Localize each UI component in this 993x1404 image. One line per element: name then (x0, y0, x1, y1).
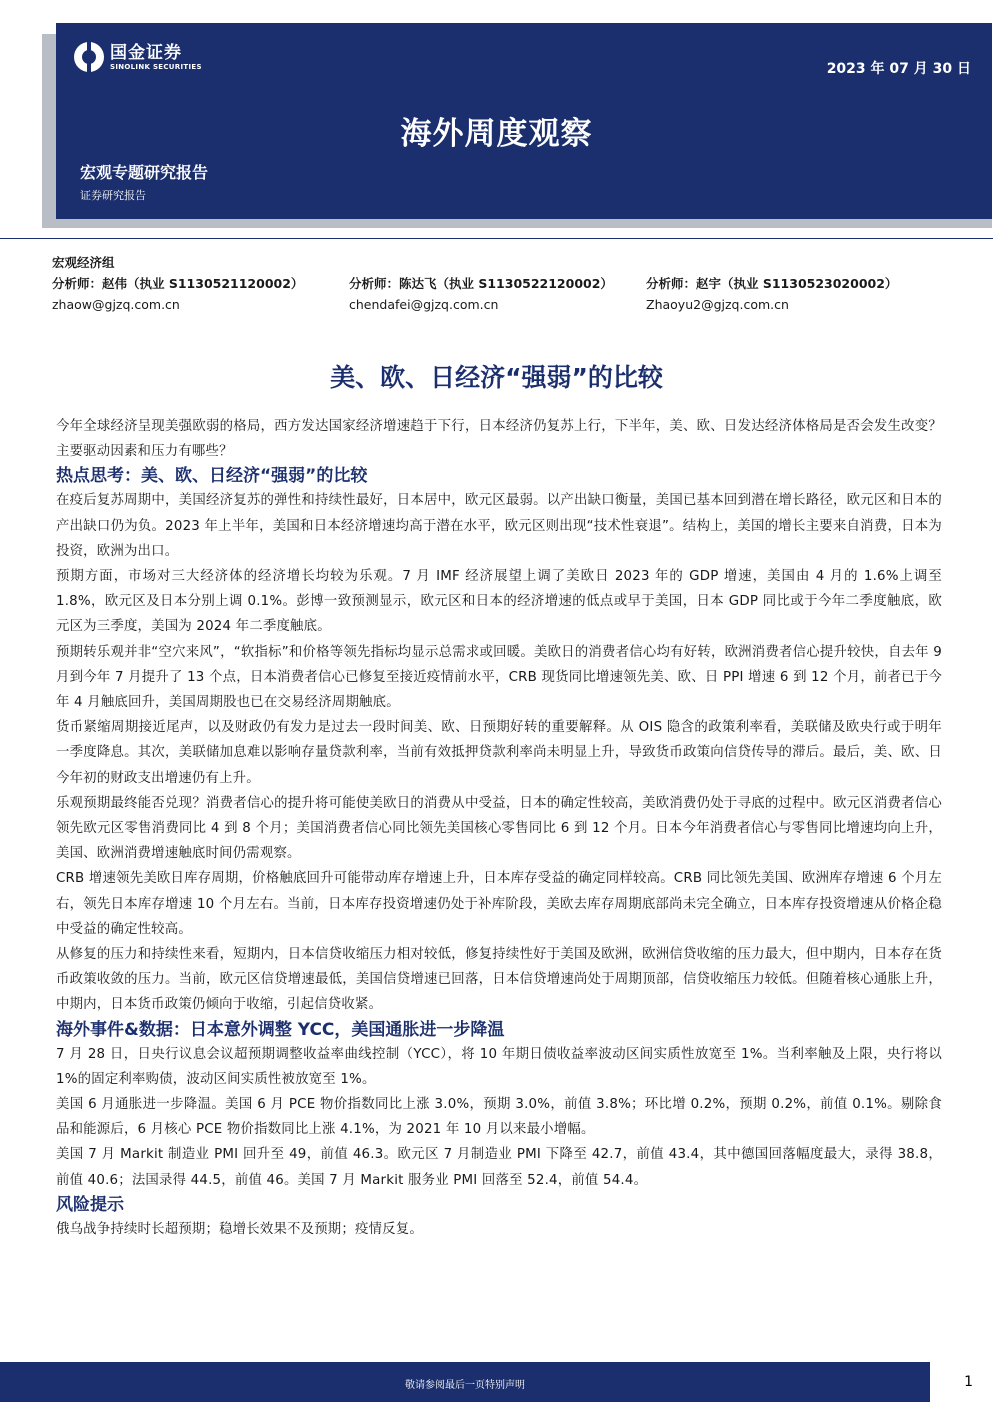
intro-paragraph: 今年全球经济呈现美强欧弱的格局，西方发达国家经济增速趋于下行，日本经济仍复苏上行，下半年，美、欧、日发达经济体格局是否会发生改变？主要驱动因素和压力有哪些？ (56, 419, 942, 460)
body-paragraph: 美国 6 月通胀进一步降温。美国 6 月 PCE 物价指数同比上涨 3.0%，预期 3.0%，前值 3.8%；环比增 0.2%，预期 0.2%，前值 0.1%。剔除食品和能源后，6 月核心 PCE 物价指数同比上涨 4.1%，为 2021 年 10 月以来最小增幅。 (56, 1097, 942, 1138)
body-paragraph: CRB 增速领先美欧日库存周期，价格触底回升可能带动库存增速上升，日本库存受益的确定同样较高。CRB 同比领先美国、欧洲库存增速 6 个月左右，领先日本库存增速 10 个月左右。当前，日本库存投资增速仍处于补库阶段，美欧去库存周期底部尚未完全确立，日本库存投资增速从价格企稳中受益的确定性较高。 (56, 871, 942, 937)
analyst-name: 分析师：赵宇（执业 S1130523020002） (646, 276, 898, 291)
body-paragraph: 俄乌战争持续时长超预期；稳增长效果不及预期；疫情反复。 (56, 1221, 423, 1237)
analyst-email[interactable]: Zhaoyu2@gjzq.com.cn (646, 297, 789, 312)
report-date: 2023 年 07 月 30 日 (826, 61, 971, 77)
body-paragraph: 美国 7 月 Markit 制造业 PMI 回升至 49，前值 46.3。欧元区 7 月制造业 PMI 下降至 42.7，前值 43.4，其中德国回落幅度最大，录得 38.8，前值 40.6；法国录得 44.5，前值 46。美国 7 月 Markit 服务业 PMI 回落至 52.4，前值 54.4。 (56, 1147, 942, 1188)
page-number: 1 (964, 1374, 973, 1390)
body-paragraph: 乐观预期最终能否兑现？消费者信心的提升将可能使美欧日的消费从中受益，日本的确定性较高，美欧消费仍处于寻底的过程中。欧元区消费者信心领先欧元区零售消费同比 4 到 8 个月；美国消费者信心同比领先美国核心零售同比 6 到 12 个月。日本今年消费者信心与零售同比增速均向上升，美国、欧洲消费增速触底时间仍需观察。 (56, 795, 942, 862)
analyst-email[interactable]: chendafei@gjzq.com.cn (349, 297, 499, 312)
author-block (52, 253, 952, 315)
analyst-name: 分析师：赵伟（执业 S1130521120002） (52, 276, 304, 291)
body-paragraph: 在疫后复苏周期中，美国经济复苏的弹性和持续性最好，日本居中，欧元区最弱。以产出缺口衡量，美国已基本回到潜在增长路径，欧元区和日本的产出缺口仍为负。2023 年上半年，美国和日本经济增速均高于潜在水平，欧元区则出现“技术性衰退”。结构上，美国的增长主要来自消费，日本为投资，欧洲为出口。 (56, 493, 942, 559)
logo-icon (74, 42, 104, 72)
header-divider (0, 238, 993, 239)
body-paragraph: 7 月 28 日，日央行议息会议超预期调整收益率曲线控制（YCC），将 10 年期日债收益率波动区间实质性放宽至 1%。当利率触及上限，央行将以 1%的固定利率购债，波动区间实质性被放宽至 1%。 (56, 1046, 942, 1087)
section-heading: 热点思考：美、欧、日经济“强弱”的比较 (56, 466, 368, 487)
analyst-card (52, 275, 349, 315)
analyst-name: 分析师：陈达飞（执业 S1130522120002） (349, 276, 613, 291)
report-type: 宏观专题研究报告 (80, 163, 209, 182)
report-subtype: 证券研究报告 (80, 189, 146, 202)
article-title: 美、欧、日经济“强弱”的比较 (330, 363, 663, 392)
footer-disclaimer: 敬请参阅最后一页特别声明 (405, 1380, 525, 1391)
company-logo (74, 42, 202, 72)
research-group: 宏观经济组 (52, 255, 115, 270)
logo-name-cn: 国金证券 (110, 42, 182, 63)
section-heading: 海外事件&数据：日本意外调整 YCC，美国通胀进一步降温 (56, 1019, 505, 1040)
body-paragraph: 预期转乐观并非“空穴来风”，“软指标”和价格等领先指标均显示总需求或回暖。美欧日的消费者信心均有好转，欧洲消费者信心提升较快，自去年 9 月到今年 7 月提升了 13 个点，日本消费者信心已修复至接近疫情前水平，CRB 现货同比增速领先美、欧、日 PPI 增速 6 到 12 个月，前者已于今年 4 月触底回升，美国周期股也已在交易经济周期触底。 (56, 644, 942, 711)
logo-name-en: SINOLINK SECURITIES (110, 62, 202, 71)
article-body (56, 414, 942, 1242)
section-heading: 风险提示 (56, 1194, 124, 1215)
body-paragraph: 预期方面，市场对三大经济体的经济增长均较为乐观。7 月 IMF 经济展望上调了美欧日 2023 年的 GDP 增速，美国由 4 月的 1.6%上调至 1.8%，欧元区及日本分别上调 0.1%。彭博一致预测显示，欧元区和日本的经济增速的低点或早于美国，日本 GDP 同比或于今年二季度触底，欧元区为三季度，美国为 2024 年二季度触底。 (56, 569, 942, 635)
body-paragraph: 货币紧缩周期接近尾声，以及财政仍有发力是过去一段时间美、欧、日预期好转的重要解释。从 OIS 隐含的政策利率看，美联储及欧央行或于明年一季度降息。其次，美联储加息难以影响存量贷款利率，当前有效抵押贷款利率尚未明显上升，导致货币政策向信贷传导的滞后。最后，美、欧、日今年初的财政支出增速仍有上升。 (56, 720, 942, 786)
analyst-card (646, 275, 946, 315)
page-title: 海外周度观察 (400, 116, 593, 152)
body-paragraph: 从修复的压力和持续性来看，短期内，日本信贷收缩压力相对较低，修复持续性好于美国及欧洲，欧洲信贷收缩的压力最大，但中期内，日本存在货币政策收敛的压力。当前，欧元区信贷增速最低，美国信贷增速已回落，日本信贷增速尚处于周期顶部，信贷收缩压力较低。但随着核心通胀上升，中期内，日本货币政策仍倾向于收缩，引起信贷收紧。 (56, 947, 942, 1013)
analyst-email[interactable]: zhaow@gjzq.com.cn (52, 297, 180, 312)
analyst-card (349, 275, 646, 315)
